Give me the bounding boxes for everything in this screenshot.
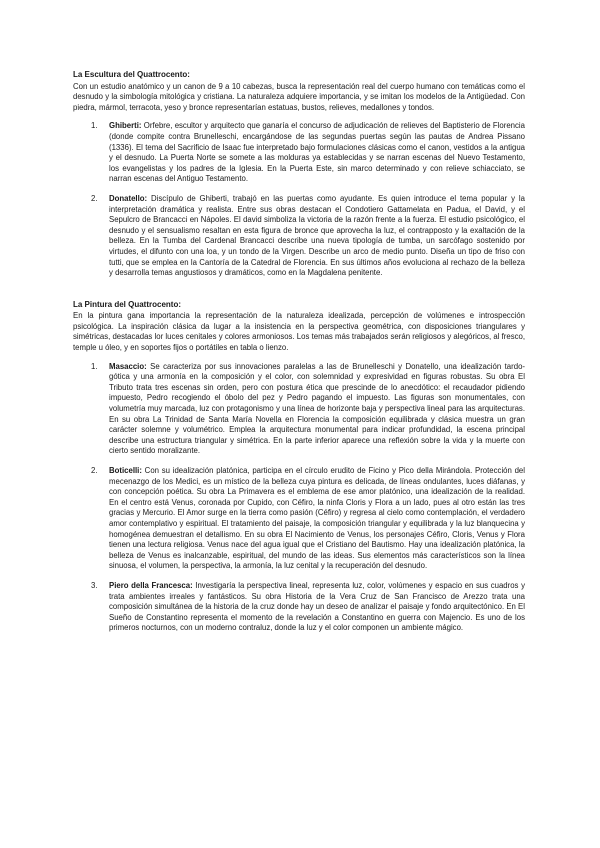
artist-list xyxy=(73,121,525,278)
painting-section xyxy=(73,300,525,634)
section-intro: En la pintura gana importancia la representación de la naturaleza idealizada, percepción de volúmenes e introspección psicológica. La inspiración clásica da lugar a la insistencia en la perspectiva geométrica, con disposiciones triangulares y simétricas, destacadas lor luces cenitales y colores armoniosos. Los temas más trabajados serán religiosos y alegóricos, al fresco, temple u óleo, y en soportes fijos o portátiles en tabla o lienzo. xyxy=(73,311,525,353)
item-body xyxy=(109,362,525,457)
artist-name: Ghiberti: xyxy=(109,121,142,131)
artist-name: Masaccio: xyxy=(109,361,147,371)
item-number: 1. xyxy=(91,361,98,371)
item-number: 3. xyxy=(91,580,98,590)
item-text: Discípulo de Ghiberti, trabajó en las puertas como ayudante. Es quien introduce el tema popular y la interpretación dramática y realista. Entre sus obras destacan el Condotiero Gattamelata en Padua, el David, y el Sepulcro de Brancacci en Nápoles. El david simboliza la victoria de la razón frente a la fuerza. El estudio psicológico, el desnudo y el sensualismo resaltan en esta figura de bronce que aprovecha la luz, el contrapposto y la exaltación de la belleza. En la Tumba del Cardenal Brancacci describe una nueva tipología de tumba, un sarcófago sostenido por virtudes, el difunto con una loa, y un tondo de la Virgen. Describe un arco de medio punto. Diseña un tipo de friso con tutti, que se emplea en la Cantoría de la Catedral de Florencia. En sus últimos años evoluciona al rechazo de la belleza y desarrolla temas angustiosos y dramáticos, como en la Magdalena penitente. xyxy=(109,193,525,278)
item-body xyxy=(109,194,525,279)
section-heading: La Escultura del Quattrocento: xyxy=(73,70,190,79)
artist-name: Boticelli: xyxy=(109,466,142,475)
item-text: Investigaría la perspectiva lineal, representa luz, color, volúmenes y espacio en sus cuadros y trata ambientes irreales y fantásticos. Su obra Historia de la Vera Cruz de San Francisco de Arezzo trata una composición simultánea de la historia de la cruz donde hay un deseo de analizar el paisaje y fondo arquitectónico. En El Sueño de Constantino representa el momento de la revelación a Constantino en guerra con Majencio. Es uno de los primeros nocturnos, con un moderno contraluz, donde la luz y el color componen un ambiente mágico. xyxy=(109,580,525,633)
artist-list xyxy=(73,362,525,634)
section-intro: Con un estudio anatómico y un canon de 9 a 10 cabezas, busca la representación real del cuerpo humano con temáticas como el desnudo y la simbología mitológica y cristiana. La naturaleza adquiere importancia, y se imitan los modelos de la Antigüedad. Con piedra, mármol, terracota, yeso y bronce representarían estatuas, bustos, relieves, medallones y tondos. xyxy=(73,81,525,112)
item-text: Orfebre, escultor y arquitecto que ganaría el concurso de adjudicación de relieves del Baptisterio de Florencia (donde compite contra Brunelleschi, encargándose de las segundas puertas según las pautas de Andrea Pissano (1336). El tema del Sacrificio de Isaac fue interpretado bajo formulaciones clásicas como el canon, vestidos a la antigua y el desnudo. La Puerta Norte se somete a las molduras ya establecidas y se narran escenas del Nuevo Testamento, los evangelistas y los padres de la Iglesia. En la Puerta Este, sin marco determinado y con relieve schiacciato, se narran escenas del Antiguo Testamento. xyxy=(109,121,525,184)
list-item xyxy=(73,466,525,572)
list-item xyxy=(73,121,525,185)
artist-name: Piero della Francesca: xyxy=(109,580,193,590)
sculpture-section xyxy=(73,70,525,279)
list-item xyxy=(73,581,525,634)
section-heading: La Pintura del Quattrocento: xyxy=(73,299,182,309)
item-text: Se caracteriza por sus innovaciones paralelas a las de Brunelleschi y Donatello, una idealización tardo-gótica y una armonía en la composición y el color, con solemnidad y expresividad en figuras robustas. Su obra El Tributo trata tres escenas sin orden, pero con postura ética que prescinde de lo anecdótico: el recaudador pidiendo impuesto, Pedro recogiendo el óbolo del pez y Pedro pagando el impuesto. Las figuras son monumentales, con volumetría muy marcada, luz con protagonismo y una línea de horizonte baja y perspectiva lineal para las arquitecturas. En su obra La Trinidad de Santa María Novella en Florencia la composición equilibrada y clásica muestra un gran carácter solemne y volumétrico. Emplea la arquitectura monumental para indicar profundidad, la escena principal describe una estructura triangular y simétrica. En la parte inferior aparece una reflexión sobre la vida y la muerte con cierto sentido moralizante. xyxy=(109,361,525,456)
item-number: 2. xyxy=(91,193,98,203)
document-page xyxy=(73,70,525,643)
item-body xyxy=(109,121,525,185)
artist-name: Donatello: xyxy=(109,193,148,203)
item-text: Con su idealización platónica, participa en el círculo erudito de Ficino y Pico della Mirándola. Protección del mecenazgo de los Medici, es un místico de la belleza cuya pintura es delicada, de líneas ondulantes, luces diáfanas, y con concepción poética. Su obra La Primavera es el emblema de ese amor platónico, una idealización de la realidad. En el centro está Venus, coronada por Cupido, con Céfiro, la ninfa Cloris y Flora a un lado, pues al otro están las tres gracias y Mercurio. El Amor surge en la tierra como pasión (Céfiro) y regresa al cielo como contemplación, el verdadero amor contemplativo y espiritual. El tratamiento del paisaje, la composición triangular y equilibrada y la luz blanquecina y homogénea demuestran el detallismo. En su obra El Nacimiento de Venus, los personajes Céfiro, Cloris, Venus y Flora tienen una lectura religiosa. Venus nace del agua igual que el Cristiano del Bautismo. Hay una idealización platónica, la belleza de Venus es inalcanzable, espiritual, del mundo de las ideas. Sus elementos más característicos son la línea sinuosa, el volumen, la perspectiva, la armonía, la luz cenital y la recuperación del desnudo. xyxy=(109,466,525,571)
item-body xyxy=(109,581,525,634)
item-number: 2. xyxy=(91,466,98,475)
list-item xyxy=(73,362,525,457)
item-body xyxy=(109,466,525,572)
list-item xyxy=(73,194,525,279)
item-number: 1. xyxy=(91,121,98,131)
